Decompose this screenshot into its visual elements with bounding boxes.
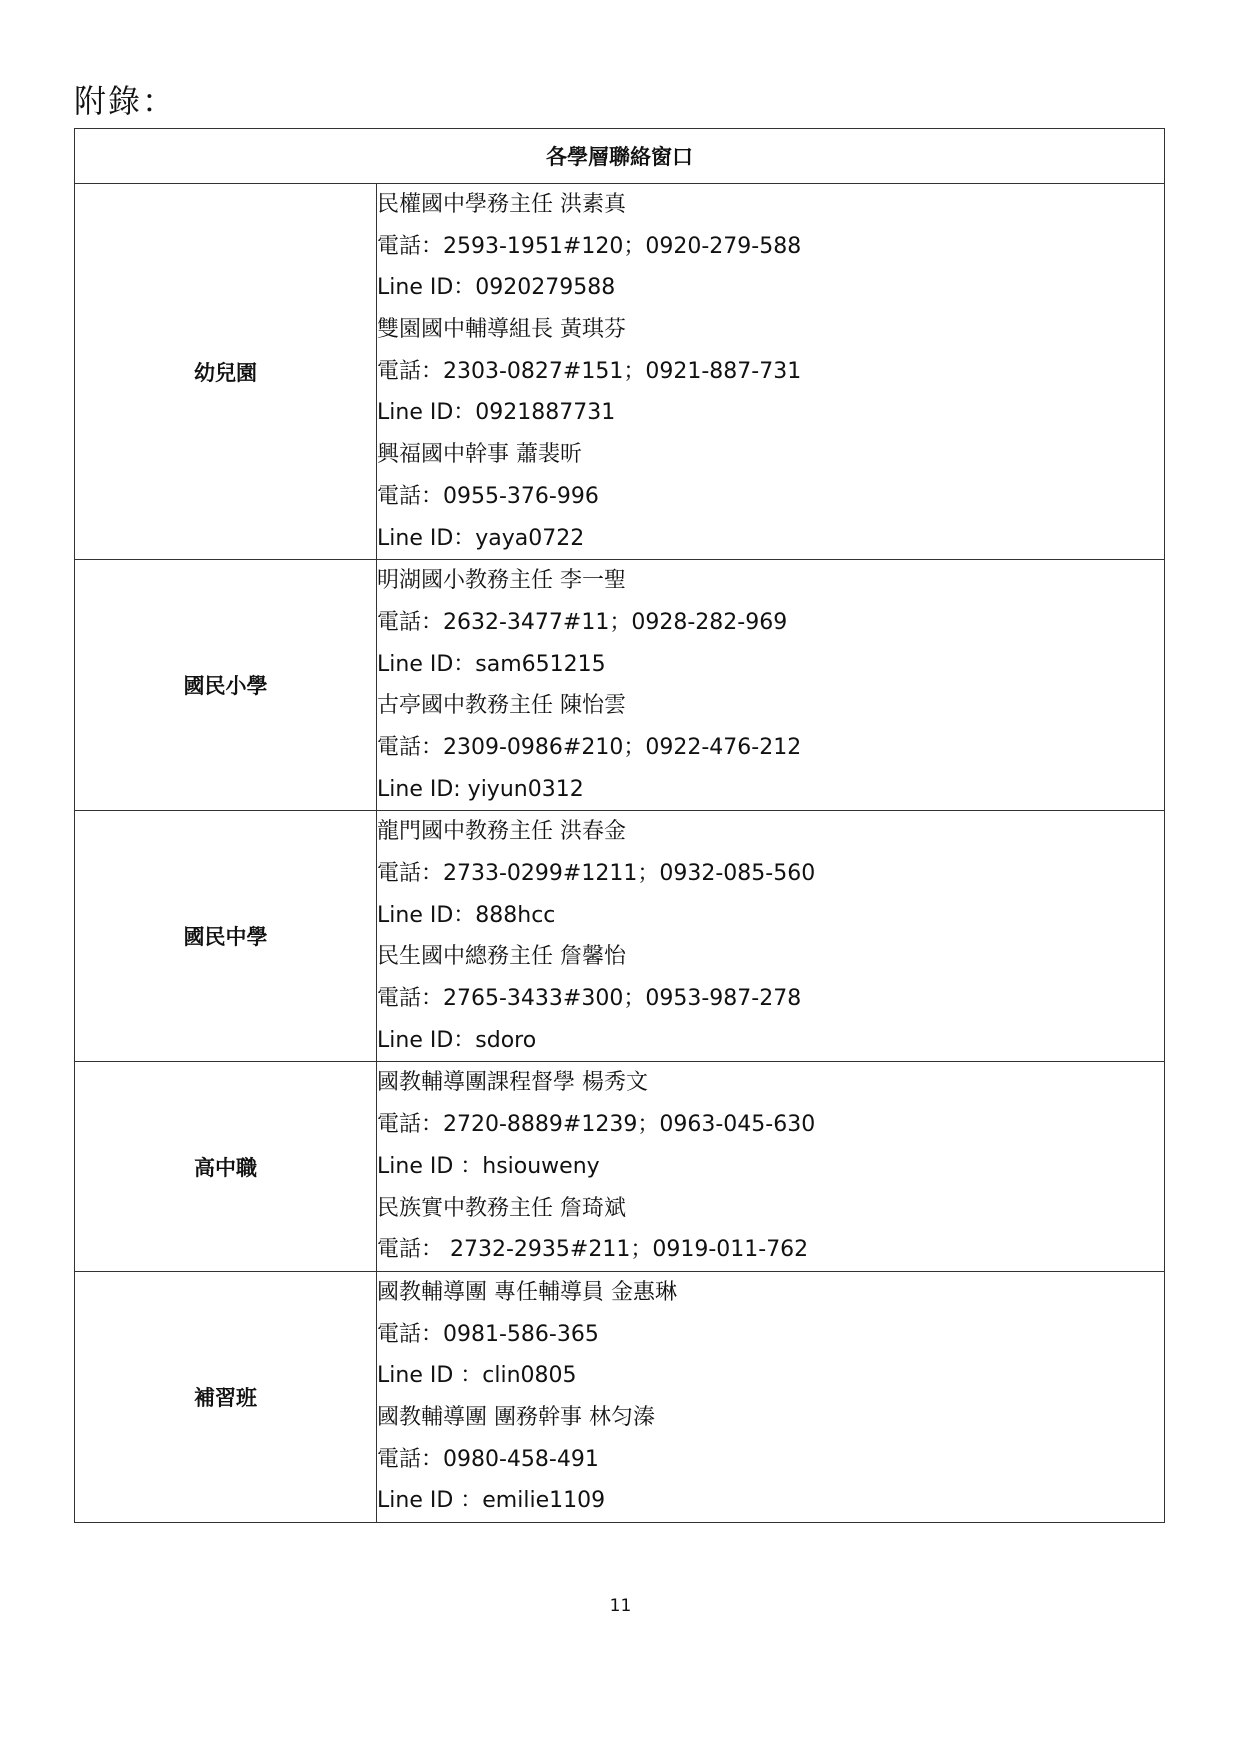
contact-line: Line ID ：clin0805: [377, 1363, 577, 1389]
contact-info-cell: [377, 1062, 1165, 1271]
contact-line: 古亭國中教務主任 陳怡雲: [377, 693, 626, 719]
table-row: [75, 1271, 1165, 1522]
contact-line: 電話：2303-0827#151；0921-887-731: [377, 358, 802, 384]
contact-line: 興福國中幹事 蕭裴昕: [377, 442, 582, 468]
contact-line: 電話：2765-3433#300；0953-987-278: [377, 986, 802, 1012]
contact-line: 電話：2720-8889#1239；0963-045-630: [377, 1112, 816, 1138]
contact-table-body: [75, 184, 1165, 1523]
school-level-label: 幼兒園: [75, 184, 377, 560]
table-row: [75, 184, 1165, 560]
contact-table: [74, 128, 1165, 1523]
contact-line: 電話：0955-376-996: [377, 483, 599, 509]
contact-line: 明湖國小教務主任 李一聖: [377, 568, 626, 594]
contact-line: 電話：0980-458-491: [377, 1446, 599, 1472]
contact-line: Line ID：888hcc: [377, 902, 556, 928]
contact-line: 國教輔導團 專任輔導員 金惠琳: [377, 1279, 677, 1305]
contact-line: 雙園國中輔導組長 黃琪芬: [377, 317, 626, 343]
table-header-row: [75, 129, 1165, 184]
school-level-label: 國民中學: [75, 811, 377, 1062]
contact-line: 電話：2733-0299#1211；0932-085-560: [377, 861, 816, 886]
contact-line: 民權國中學務主任 洪素真: [377, 192, 626, 217]
contact-line: Line ID：0920279588: [377, 275, 616, 301]
school-level-label: 高中職: [75, 1062, 377, 1271]
contact-info-cell: [377, 184, 1165, 560]
school-level-label: 補習班: [75, 1271, 377, 1522]
page-number: 11: [609, 1596, 632, 1616]
contact-line: 國教輔導團課程督學 楊秀文: [377, 1070, 648, 1096]
contact-line: Line ID：yaya0722: [377, 525, 585, 551]
contact-line: Line ID：0921887731: [377, 400, 616, 426]
contact-line: 電話： 2732-2935#211；0919-011-762: [377, 1237, 809, 1263]
table-title: 各學層聯絡窗口: [75, 129, 1165, 184]
contact-line: 電話：2309-0986#210；0922-476-212: [377, 734, 802, 760]
contact-line: 電話：2593-1951#120；0920-279-588: [377, 233, 802, 259]
contact-info-cell: [377, 1271, 1165, 1522]
table-row: [75, 560, 1165, 811]
contact-line: 電話：0981-586-365: [377, 1321, 599, 1347]
contact-line: Line ID：sam651215: [377, 651, 606, 677]
contact-info-cell: [377, 811, 1165, 1062]
contact-line: 民族實中教務主任 詹琦斌: [377, 1195, 626, 1221]
table-row: [75, 811, 1165, 1062]
contact-line: Line ID ：emilie1109: [377, 1488, 606, 1514]
contact-line: 龍門國中教務主任 洪春金: [377, 819, 626, 845]
appendix-heading: 附錄：: [74, 82, 177, 120]
contact-line: Line ID：sdoro: [377, 1027, 537, 1053]
contact-line: Line ID: yiyun0312: [377, 776, 584, 802]
contact-line: 國教輔導團 團務幹事 林匀溱: [377, 1404, 655, 1430]
contact-line: Line ID ：hsiouweny: [377, 1153, 600, 1179]
table-row: [75, 1062, 1165, 1271]
school-level-label: 國民小學: [75, 560, 377, 811]
contact-info-cell: [377, 560, 1165, 811]
contact-line: 電話：2632-3477#11；0928-282-969: [377, 609, 788, 635]
contact-line: 民生國中總務主任 詹馨怡: [377, 944, 626, 970]
